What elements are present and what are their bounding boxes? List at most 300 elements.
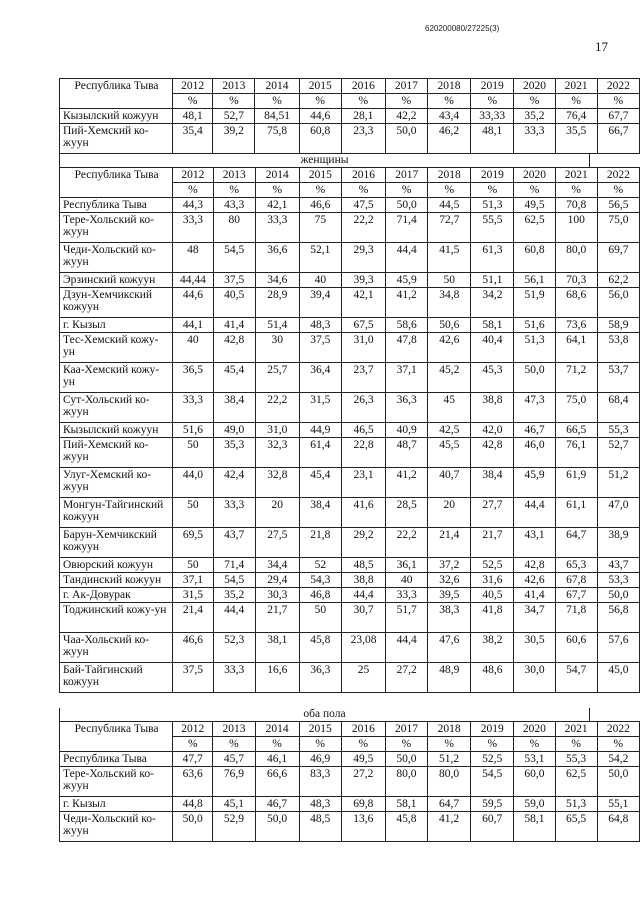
value-cell: 37,5 [173,663,213,693]
unit-cell: % [514,183,555,198]
value-cell: 21,4 [428,528,471,558]
value-cell: 31,0 [341,333,385,363]
value-cell: 16,6 [255,663,299,693]
value-cell: 58,1 [385,797,427,812]
value-cell: 31,6 [471,573,514,588]
value-cell: 58,6 [386,318,428,333]
value-cell: 30 [255,333,299,363]
unit-cell: % [514,94,555,109]
value-cell: 42,1 [255,198,299,213]
value-cell: 34,6 [255,273,299,288]
value-cell: 68,6 [555,288,597,318]
table-row [60,109,640,124]
value-cell: 42,6 [428,333,471,363]
value-cell: 66,7 [597,124,639,154]
year-header: 2020 [514,722,555,737]
value-cell: 38,9 [597,528,639,558]
value-cell: 23,08 [341,633,385,663]
value-cell: 64,7 [428,797,471,812]
year-header: 2015 [299,79,341,94]
table-row [60,812,640,842]
unit-cell: % [213,94,255,109]
year-header: 2021 [555,79,597,94]
value-cell: 46,0 [514,438,555,468]
value-cell: 43,7 [213,528,255,558]
value-cell: 45,9 [386,273,428,288]
year-header: 2016 [341,168,385,183]
value-cell: 50,0 [173,812,213,842]
value-cell: 83,3 [299,767,341,797]
value-cell: 30,3 [255,588,299,603]
page-number: 17 [595,39,608,54]
value-cell: 69,5 [173,528,213,558]
value-cell: 45,0 [597,663,639,693]
unit-cell: % [555,737,597,752]
value-cell: 42,5 [428,423,471,438]
row-label: Тандинский кожуун [60,573,173,588]
value-cell: 33,3 [173,213,213,243]
table-row [60,393,640,423]
value-cell: 22,2 [255,393,299,423]
value-cell: 44,9 [299,423,341,438]
unit-cell: % [428,94,471,109]
value-cell: 45,7 [213,752,255,767]
value-cell: 50 [173,438,213,468]
table-row [60,333,640,363]
year-header: 2016 [341,79,385,94]
year-header: 2021 [555,168,597,183]
value-cell: 23,1 [341,468,385,498]
value-cell: 48,7 [386,438,428,468]
value-cell: 44,5 [428,198,471,213]
year-header: 2019 [471,168,514,183]
value-cell: 38,2 [471,633,514,663]
value-cell: 34,8 [428,288,471,318]
table-row [60,588,640,603]
unit-cell: % [213,737,255,752]
year-header: 2018 [428,722,471,737]
value-cell: 52,5 [471,752,514,767]
value-cell: 47,5 [341,198,385,213]
value-cell: 100 [555,213,597,243]
header-label: Республика Тыва [60,722,173,752]
value-cell: 71,2 [555,363,597,393]
unit-cell: % [471,737,514,752]
value-cell: 70,8 [555,198,597,213]
year-header: 2015 [299,722,341,737]
value-cell: 66,5 [555,423,597,438]
header-label: Республика Тыва [60,79,173,109]
value-cell: 44,4 [386,243,428,273]
unit-cell: % [386,183,428,198]
year-header: 2022 [597,722,639,737]
value-cell: 27,2 [341,767,385,797]
table-row [60,273,640,288]
value-cell: 50,0 [385,124,427,154]
value-cell: 46,6 [173,633,213,663]
row-label: Бай-Тайгинский кожуун [60,663,173,693]
value-cell: 39,3 [341,273,385,288]
value-cell: 44,4 [213,603,255,633]
table-row [60,124,640,154]
value-cell: 37,5 [299,333,341,363]
table-row [60,363,640,393]
year-header: 2014 [255,79,299,94]
row-label: Чеди-Хольский ко-жуун [60,812,173,842]
value-cell: 37,2 [428,558,471,573]
value-cell: 55,3 [555,752,597,767]
value-cell: 42,8 [213,333,255,363]
value-cell: 20 [428,498,471,528]
value-cell: 65,3 [555,558,597,573]
value-cell: 13,6 [341,812,385,842]
value-cell: 67,8 [555,573,597,588]
value-cell: 54,7 [555,663,597,693]
value-cell: 54,5 [471,767,514,797]
value-cell: 54,5 [213,243,255,273]
value-cell: 26,3 [341,393,385,423]
table-block-1 [59,78,640,154]
unit-cell: % [341,737,385,752]
value-cell: 44,6 [299,109,341,124]
unit-cell: % [597,183,639,198]
row-label: Барун-Хемчикский кожуун [60,528,173,558]
value-cell: 46,2 [428,124,471,154]
value-cell: 28,9 [255,288,299,318]
year-header: 2015 [299,168,341,183]
value-cell: 50,0 [385,752,427,767]
value-cell: 33,3 [213,498,255,528]
value-cell: 41,4 [213,318,255,333]
row-label: г. Ак-Довурак [60,588,173,603]
value-cell: 75,8 [255,124,299,154]
value-cell: 36,5 [173,363,213,393]
value-cell: 55,3 [597,423,639,438]
value-cell: 61,9 [555,468,597,498]
value-cell: 58,1 [514,812,555,842]
value-cell: 47,0 [597,498,639,528]
value-cell: 36,3 [299,663,341,693]
value-cell: 44,4 [514,498,555,528]
value-cell: 52,9 [213,812,255,842]
value-cell: 29,4 [255,573,299,588]
value-cell: 40,5 [471,588,514,603]
value-cell: 47,6 [428,633,471,663]
value-cell: 48,1 [173,109,213,124]
header-row [60,168,640,183]
unit-cell: % [555,94,597,109]
value-cell: 48,5 [341,558,385,573]
value-cell: 36,6 [255,243,299,273]
value-cell: 41,2 [428,812,471,842]
value-cell: 43,3 [213,198,255,213]
value-cell: 35,4 [173,124,213,154]
value-cell: 51,3 [471,198,514,213]
value-cell: 76,4 [555,109,597,124]
value-cell: 50,0 [255,812,299,842]
value-cell: 39,4 [299,288,341,318]
value-cell: 50 [173,558,213,573]
value-cell: 46,7 [255,797,299,812]
table-block-both [59,721,640,842]
value-cell: 52,1 [299,243,341,273]
value-cell: 29,3 [341,243,385,273]
row-label: Пий-Хемский ко-жуун [60,124,173,154]
value-cell: 58,1 [471,318,514,333]
section-title-both: оба пола [59,708,590,721]
table-row [60,752,640,767]
value-cell: 44,3 [173,198,213,213]
value-cell: 51,2 [428,752,471,767]
row-label: г. Кызыл [60,797,173,812]
value-cell: 33,3 [514,124,555,154]
unit-cell: % [428,183,471,198]
value-cell: 51,6 [514,318,555,333]
unit-cell: % [514,737,555,752]
value-cell: 21,8 [299,528,341,558]
unit-cell: % [173,737,213,752]
value-cell: 30,5 [514,633,555,663]
value-cell: 55,5 [471,213,514,243]
year-header: 2017 [385,79,427,94]
value-cell: 69,7 [597,243,639,273]
value-cell: 75,0 [597,213,639,243]
value-cell: 80,0 [555,243,597,273]
value-cell: 42,1 [341,288,385,318]
value-cell: 37,1 [386,363,428,393]
value-cell: 20 [255,498,299,528]
value-cell: 45,3 [471,363,514,393]
unit-cell: % [597,94,639,109]
value-cell: 75,0 [555,393,597,423]
table-row [60,797,640,812]
section-title-women: женщины [59,154,590,167]
unit-cell: % [299,183,341,198]
row-label: Кызылский кожуун [60,423,173,438]
value-cell: 33,3 [255,213,299,243]
table-block-women [59,167,640,693]
value-cell: 42,2 [385,109,427,124]
value-cell: 34,2 [471,288,514,318]
value-cell: 34,4 [255,558,299,573]
year-header: 2018 [428,79,471,94]
value-cell: 50 [428,273,471,288]
value-cell: 35,2 [213,588,255,603]
value-cell: 56,8 [597,603,639,633]
value-cell: 45,8 [385,812,427,842]
value-cell: 55,1 [597,797,639,812]
value-cell: 80 [213,213,255,243]
value-cell: 53,7 [597,363,639,393]
unit-cell: % [385,94,427,109]
document-number: 620200080/27225(3) [425,24,500,33]
value-cell: 60,6 [555,633,597,663]
value-cell: 33,3 [173,393,213,423]
value-cell: 37,5 [213,273,255,288]
row-label: Овюрский кожуун [60,558,173,573]
value-cell: 46,8 [299,588,341,603]
year-header: 2016 [341,722,385,737]
value-cell: 49,5 [341,752,385,767]
value-cell: 67,7 [555,588,597,603]
value-cell: 47,3 [514,393,555,423]
value-cell: 64,1 [555,333,597,363]
unit-cell: % [471,94,514,109]
row-label: Чаа-Хольский ко-жуун [60,633,173,663]
value-cell: 51,6 [173,423,213,438]
row-label: Эрзинский кожуун [60,273,173,288]
year-header: 2017 [386,168,428,183]
table-row [60,573,640,588]
row-label: Дзун-Хемчикский кожуун [60,288,173,318]
header-label: Республика Тыва [60,168,173,198]
value-cell: 51,3 [514,333,555,363]
value-cell: 50 [299,603,341,633]
year-header: 2017 [385,722,427,737]
table-row [60,603,640,633]
table-row [60,288,640,318]
year-header: 2013 [213,168,255,183]
value-cell: 42,0 [471,423,514,438]
value-cell: 52 [299,558,341,573]
value-cell: 38,3 [428,603,471,633]
value-cell: 40 [386,573,428,588]
value-cell: 33,3 [386,588,428,603]
value-cell: 27,7 [471,498,514,528]
year-header: 2022 [597,79,639,94]
row-label: Чеди-Хольский ко-жуун [60,243,173,273]
value-cell: 63,6 [173,767,213,797]
value-cell: 59,5 [471,797,514,812]
row-label: Сут-Хольский ко-жуун [60,393,173,423]
value-cell: 41,2 [386,288,428,318]
value-cell: 48,1 [471,124,514,154]
value-cell: 51,2 [597,468,639,498]
value-cell: 36,4 [299,363,341,393]
value-cell: 62,5 [555,767,597,797]
value-cell: 38,1 [255,633,299,663]
unit-cell: % [597,737,639,752]
year-header: 2014 [255,168,299,183]
value-cell: 69,8 [341,797,385,812]
value-cell: 28,5 [386,498,428,528]
value-cell: 52,5 [471,558,514,573]
value-cell: 50,0 [597,588,639,603]
value-cell: 27,5 [255,528,299,558]
value-cell: 34,7 [514,603,555,633]
value-cell: 45,1 [213,797,255,812]
value-cell: 46,5 [341,423,385,438]
value-cell: 64,7 [555,528,597,558]
row-label: Республика Тыва [60,198,173,213]
value-cell: 38,8 [471,393,514,423]
value-cell: 57,6 [597,633,639,663]
value-cell: 50,6 [428,318,471,333]
value-cell: 60,7 [471,812,514,842]
value-cell: 71,4 [386,213,428,243]
value-cell: 53,3 [597,573,639,588]
unit-cell: % [255,737,299,752]
value-cell: 21,4 [173,603,213,633]
value-cell: 46,6 [299,198,341,213]
value-cell: 41,2 [386,468,428,498]
value-cell: 40,5 [213,288,255,318]
year-header: 2022 [597,168,639,183]
value-cell: 31,5 [299,393,341,423]
value-cell: 44,0 [173,468,213,498]
unit-cell: % [428,737,471,752]
value-cell: 62,2 [597,273,639,288]
value-cell: 46,1 [255,752,299,767]
value-cell: 45,4 [299,468,341,498]
year-header: 2012 [173,168,213,183]
value-cell: 54,5 [213,573,255,588]
value-cell: 65,5 [555,812,597,842]
table-row [60,438,640,468]
unit-cell: % [471,183,514,198]
value-cell: 48 [173,243,213,273]
value-cell: 76,9 [213,767,255,797]
header-row [60,722,640,737]
value-cell: 47,7 [173,752,213,767]
value-cell: 46,7 [514,423,555,438]
value-cell: 43,1 [514,528,555,558]
value-cell: 51,4 [255,318,299,333]
value-cell: 33,33 [471,109,514,124]
value-cell: 61,1 [555,498,597,528]
value-cell: 35,3 [213,438,255,468]
value-cell: 23,7 [341,363,385,393]
year-header: 2020 [514,79,555,94]
value-cell: 56,0 [597,288,639,318]
table-row [60,663,640,693]
value-cell: 32,8 [255,468,299,498]
value-cell: 42,8 [471,438,514,468]
value-cell: 47,8 [386,333,428,363]
value-cell: 48,9 [428,663,471,693]
table-row [60,633,640,663]
value-cell: 44,1 [173,318,213,333]
value-cell: 66,6 [255,767,299,797]
unit-cell: % [299,94,341,109]
value-cell: 44,8 [173,797,213,812]
row-label: Пий-Хемский ко-жуун [60,438,173,468]
value-cell: 38,4 [471,468,514,498]
row-label: Тес-Хемский кожу-ун [60,333,173,363]
table-row [60,528,640,558]
value-cell: 40,4 [471,333,514,363]
year-header: 2018 [428,168,471,183]
value-cell: 48,5 [299,812,341,842]
unit-cell: % [213,183,255,198]
value-cell: 25 [341,663,385,693]
value-cell: 22,2 [341,213,385,243]
value-cell: 50 [173,498,213,528]
value-cell: 54,3 [299,573,341,588]
row-label: Монгун-Тайгинский кожуун [60,498,173,528]
value-cell: 43,4 [428,109,471,124]
value-cell: 50,0 [386,198,428,213]
year-header: 2019 [471,722,514,737]
unit-cell: % [173,183,213,198]
value-cell: 38,4 [299,498,341,528]
value-cell: 61,3 [471,243,514,273]
row-label: Тоджинский кожу-ун [60,603,173,633]
value-cell: 51,1 [471,273,514,288]
value-cell: 56,5 [597,198,639,213]
unit-cell: % [341,183,385,198]
year-header: 2013 [213,79,255,94]
